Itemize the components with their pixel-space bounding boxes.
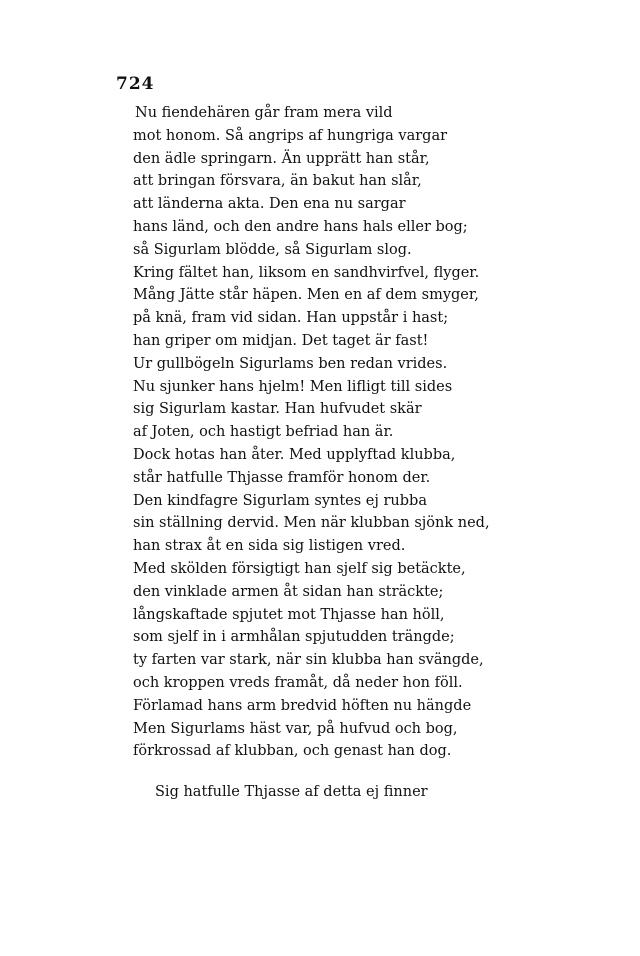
poem-line: mot honom. Så angrips af hungriga vargar xyxy=(133,127,448,144)
poem-line: på knä, fram vid sidan. Han uppstår i hast; xyxy=(133,310,449,327)
poem-line: han griper om midjan. Det taget är fast! xyxy=(133,332,429,349)
poem-line: Nu sjunker hans hjelm! Men lifligt till sides xyxy=(133,378,453,395)
stanza-gap xyxy=(133,763,523,781)
poem-line: Dock hotas han åter. Med upplyftad klubba, xyxy=(133,446,456,463)
poem-line: hans länd, och den andre hans hals eller bog; xyxy=(133,218,468,235)
poem-line: så Sigurlam blödde, så Sigurlam slog. xyxy=(133,241,412,258)
poem-line: förkrossad af klubban, och genast han dog. xyxy=(133,743,452,760)
poem-line: sig Sigurlam kastar. Han hufvudet skär xyxy=(133,401,422,418)
poem-line: Mång Jätte står häpen. Men en af dem smyger, xyxy=(133,287,479,304)
poem-line: sin ställning dervid. Men när klubban sjönk ned, xyxy=(133,515,490,532)
poem-line: och kroppen vreds framåt, då neder hon föll. xyxy=(133,674,463,691)
poem-line: han strax åt en sida sig listigen vred. xyxy=(133,538,406,555)
stanza xyxy=(133,102,523,763)
poem-text xyxy=(133,102,523,804)
poem-line: Ur gullbögeln Sigurlams ben redan vrides. xyxy=(133,355,448,372)
poem-line: Men Sigurlams häst var, på hufvud och bog, xyxy=(133,720,458,737)
poem-line: Nu fiendehären går fram mera vild xyxy=(135,105,393,121)
poem-line: Sig hatfulle Thjasse af detta ej finner xyxy=(155,784,428,801)
poem-line: Den kindfagre Sigurlam syntes ej rubba xyxy=(133,492,427,509)
poem-line: Kring fältet han, liksom en sandhvirfvel, flyger. xyxy=(133,264,480,281)
poem-line: står hatfulle Thjasse framför honom der. xyxy=(133,469,431,486)
page-number: 724 xyxy=(116,74,155,94)
poem-line: som sjelf in i armhålan spjutudden trängde; xyxy=(133,629,455,646)
poem-line: den vinklade armen åt sidan han sträckte; xyxy=(133,583,444,600)
poem-line: långskaftade spjutet mot Thjasse han höll, xyxy=(133,606,445,623)
poem-line: den ädle springarn. Än upprätt han står, xyxy=(133,150,430,167)
poem-line: ty farten var stark, när sin klubba han svängde, xyxy=(133,652,484,669)
poem-line: att länderna akta. Den ena nu sargar xyxy=(133,196,406,213)
poem-line: af Joten, och hastigt befriad han är. xyxy=(133,424,394,441)
poem-line: att bringan försvara, än bakut han slår, xyxy=(133,173,422,190)
poem-line: Med skölden försigtigt han sjelf sig betäckte, xyxy=(133,560,466,577)
stanza xyxy=(155,781,523,804)
poem-line: Förlamad hans arm bredvid höften nu hängde xyxy=(133,697,472,714)
